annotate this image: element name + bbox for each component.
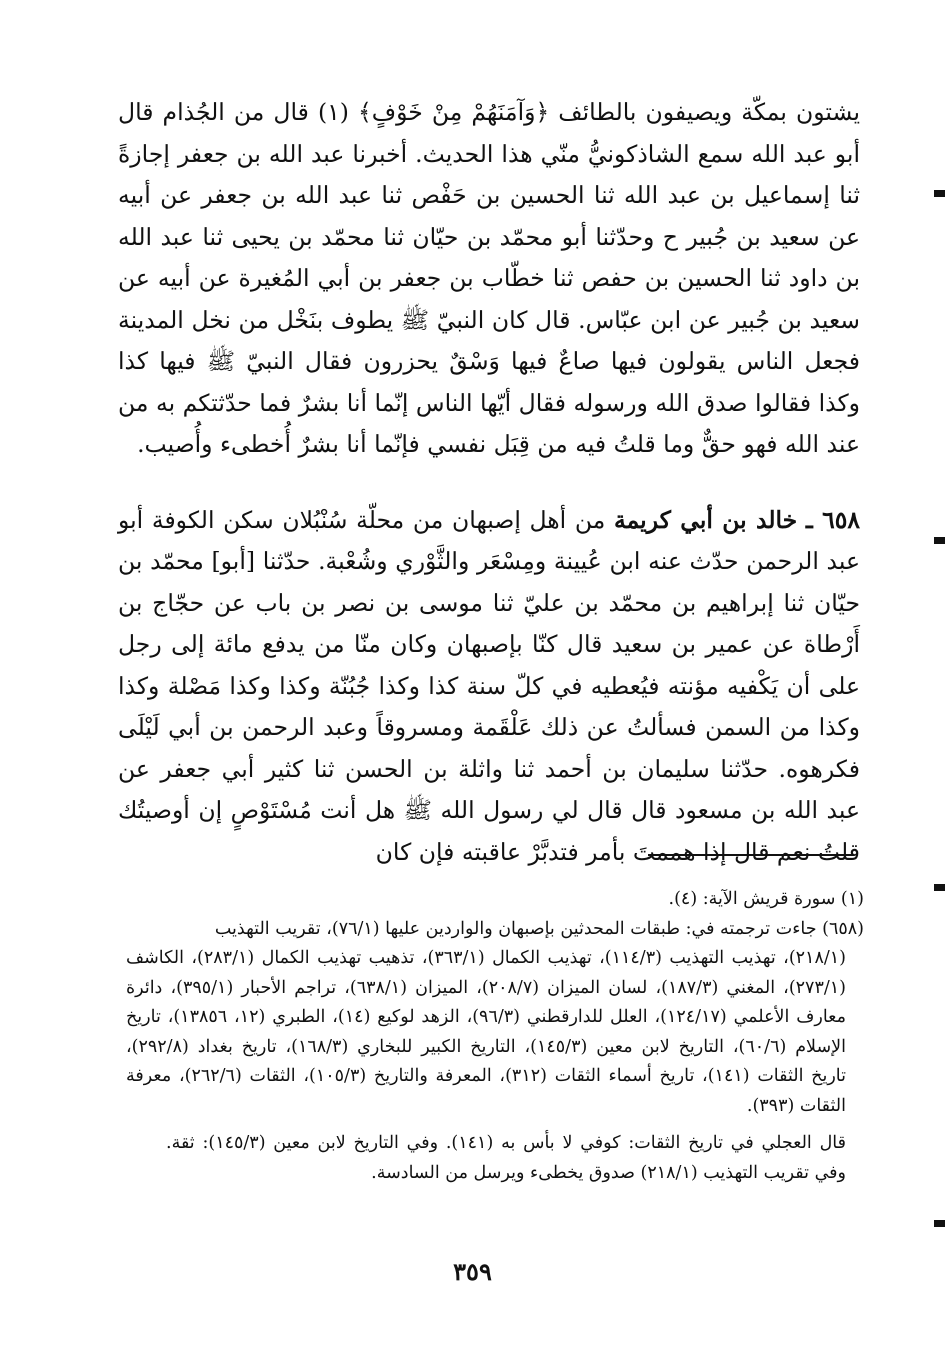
main-text — [118, 92, 860, 873]
paragraph-2 — [118, 500, 860, 874]
paragraph-1: يشتون بمكّة ويصيفون بالطائف ﴿وَآمَنَهُمْ مِنْ خَوْفٍ﴾ (١) قال من الجُذام قال أبو عبد الله سمع الشاذكونيُّ منّي هذا الحديث. أخبرنا عبد الله بن جعفر إجازةً ثنا إسماعيل بن عبد الله ثنا الحسين بن حَفْص ثنا عبد الله بن جعفر عن أبيه عن سعيد بن جُبير ح وحدّثنا أبو محمّد بن حيّان ثنا محمّد بن يحيى ثنا عبد الله بن داود ثنا الحسين بن حفص ثنا خطّاب بن جعفر بن أبي المُغيرة عن أبيه عن سعيد بن جُبير عن ابن عبّاس. قال كان النبيّ ﷺ يطوف بنَخْل من نخل المدينة فجعل الناس يقولون فيها صاعٌ فيها وَسْقٌ يحزرون فقال النبيّ ﷺ فيها كذا وكذا فقالوا صدق الله ورسوله فقال أيّها الناس إنّما أنا بشرٌ فما حدّثتكم به من عند الله فهو حقٌّ وما قلتُ فيه من قِبَل نفسي فإنّما أنا بشرٌ أُخطىء وأُصيب. — [118, 98, 860, 458]
footnote-2-sources: (٢١٨/١)، تهذيب التهذيب (١١٤/٣)، تهذيب الكمال (٣٦٣/١)، تذهيب تهذيب الكمال (٢٨٣/١)، الكاشف (٢٧٣/١)، المغني (١٨٧/٣)، لسان الميزان (٢٠٨/٧)، الميزان (٦٣٨/١)، تراجم الأحبار (٣٩٥/١)، دائرة معارف الأعلمي (١٢٤/١٧)، العلل للدارقطني (٩٦/٣)، الزهد لوكيع (١٤)، الطبري (١٢، ١٣٨٥٦)، تاريخ الإسلام (٦٠/٦)، التاريخ لابن معين (١٤٥/٣)، التاريخ الكبير للبخاري (١٦٨/٣)، تاريخ بغداد (٢٩٢/٨)، تاريخ الثقات (١٤١)، تاريخ أسماء الثقات (٣١٢)، المعرفة والتاريخ (١٠٥/٣)، الثقات (٢٦٢/٦)، معرفة الثقات (٣٩٣). — [126, 948, 847, 1116]
page-number: ٣٥٩ — [453, 1257, 492, 1286]
footnote-2-first-line: (٦٥٨) جاءت ترجمته في: طبقات المحدثين بإصبهان والواردين عليها (٧٦/١)، تقريب التهذيب — [214, 918, 864, 939]
footnote-2-note: قال العجلي في تاريخ الثقات: كوفي لا بأس به (١٤١). وفي التاريخ لابن معين (١٤٥/٣): ثقة. وفي تقريب التهذيب (٢١٨/١) صدوق يخطىء ويرسل من السادسة. — [166, 1133, 846, 1183]
margin-mark — [934, 884, 945, 891]
margin-mark — [934, 190, 945, 197]
footnotes — [126, 885, 864, 1188]
margin-mark — [934, 537, 945, 544]
entry-number: ٦٥٨ ـ — [805, 505, 860, 534]
footnote-separator — [648, 854, 854, 856]
entry-name: خالد بن أبي كريمة — [614, 505, 798, 534]
margin-mark — [934, 1220, 945, 1227]
footnote-1: (١) سورة قريش الآية: (٤). — [668, 889, 864, 909]
paragraph-2-text: من أهل إصبهان من محلّة سُنْبُلان سكن الكوفة أبو عبد الرحمن حدّث عنه ابن عُيينة ومِسْعَر والثَّوْري وشُعْبة. حدّثنا [أبو] محمّد بن حيّان ثنا إبراهيم بن محمّد بن عليّ ثنا موسى بن نصر بن باب عن حجّاج بن أَرْطاة عن عمير بن سعيد قال كنّا بإصبهان وكان منّا من يدفع مائة إلى رجل على أن يَكْفيه مؤنته فيُعطيه في كلّ سنة كذا وكذا جُبُنّة وكذا وكذا مَصْلة وكذا وكذا من السمن فسألتُ عن ذلك عَلْقَمة ومسروقاً وعبد الرحمن بن أبي لَيْلَى فكرهوه. حدّثنا سليمان بن أحمد ثنا واثلة بن الحسن ثنا كثير أبي جعفر عن عبد الله بن مسعود قال قال لي رسول الله ﷺ هل أنت مُسْتَوْصٍ إن أوصيتُك قلتُ نعم قال إذا هممتَ بأمر فتدبَّرْ عاقبته فإن كان — [118, 505, 860, 866]
